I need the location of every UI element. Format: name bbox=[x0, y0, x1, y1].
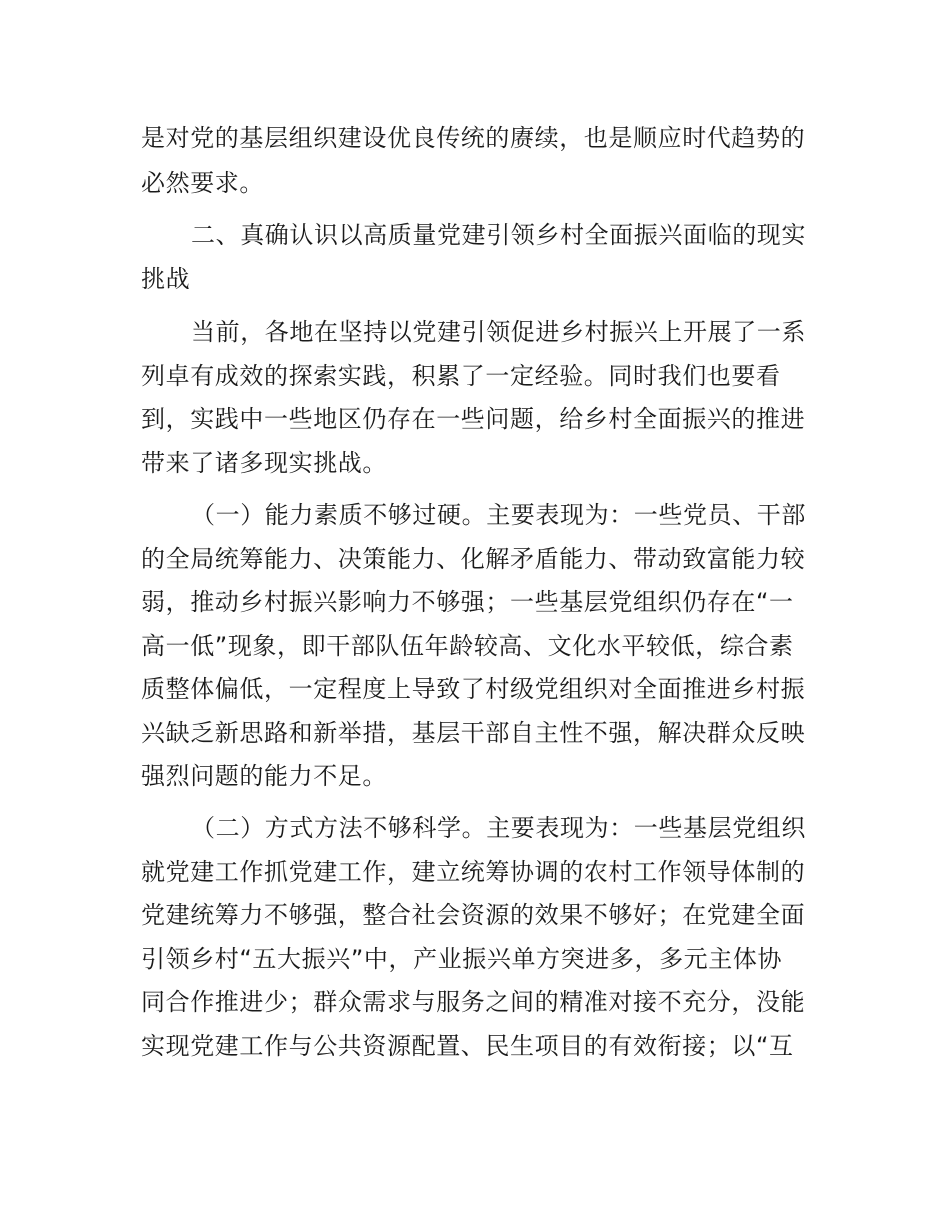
text-line: 必然要求。 bbox=[141, 169, 264, 197]
text-line: 到，实践中一些地区仍存在一些问题，给乡村全面振兴的推进 bbox=[141, 405, 806, 433]
text-line: 强烈问题的能力不足。 bbox=[141, 762, 387, 790]
text-line: 就党建工作抓党建工作，建立统筹协调的农村工作领导体制的 bbox=[141, 858, 806, 886]
text-line: 党建统筹力不够强，整合社会资源的效果不够好；在党建全面 bbox=[141, 901, 806, 929]
text-line: 兴缺乏新思路和新举措，基层干部自主性不强，解决群众反映 bbox=[141, 719, 806, 747]
text-line: 列卓有成效的探索实践，积累了一定经验。同时我们也要看 bbox=[141, 362, 781, 390]
section-heading: 挑战 bbox=[141, 265, 191, 293]
text-line: （一）能力素质不够过硬。主要表现为：一些党员、干部 bbox=[191, 501, 806, 529]
text-line: 的全局统筹能力、决策能力、化解矛盾能力、带动致富能力较 bbox=[141, 545, 806, 573]
section-heading: 二、真确认识以高质量党建引领乡村全面振兴面临的现实 bbox=[191, 221, 806, 249]
text-line: 高一低”现象，即干部队伍年龄较高、文化水平较低，综合素 bbox=[141, 632, 794, 660]
text-line: 弱，推动乡村振兴影响力不够强；一些基层党组织仍存在“一 bbox=[141, 588, 794, 616]
text-line: 同合作推进少；群众需求与服务之间的精准对接不充分，没能 bbox=[141, 988, 806, 1016]
text-line: 当前，各地在坚持以党建引领促进乡村振兴上开展了一系 bbox=[191, 318, 806, 346]
text-line: 带来了诸多现实挑战。 bbox=[141, 449, 387, 477]
text-line: 实现党建工作与公共资源配置、民生项目的有效衔接；以“互 bbox=[141, 1032, 794, 1060]
text-line: （二）方式方法不够科学。主要表现为：一些基层党组织 bbox=[191, 814, 806, 842]
text-line: 质整体偏低，一定程度上导致了村级党组织对全面推进乡村振 bbox=[141, 675, 806, 703]
text-line: 引领乡村“五大振兴”中，产业振兴单方突进多，多元主体协 bbox=[141, 945, 783, 973]
text-line: 是对党的基层组织建设优良传统的赓续，也是顺应时代趋势的 bbox=[141, 124, 806, 152]
